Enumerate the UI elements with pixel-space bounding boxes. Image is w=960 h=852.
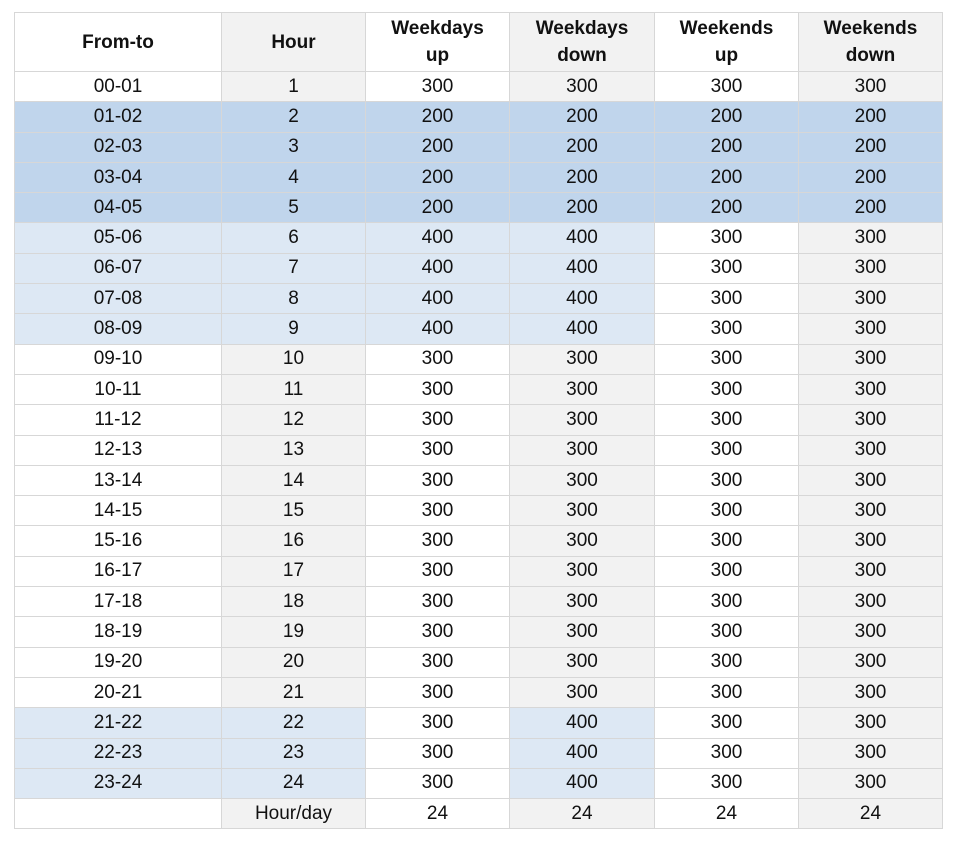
cell-weekends-up: 300 bbox=[655, 374, 799, 404]
cell-hour: 13 bbox=[222, 435, 366, 465]
cell-weekends-down: 300 bbox=[799, 738, 943, 768]
cell-weekends-down: 300 bbox=[799, 344, 943, 374]
table-row bbox=[15, 677, 943, 707]
cell-weekends-up: 300 bbox=[655, 647, 799, 677]
cell-weekends-down: 200 bbox=[799, 162, 943, 192]
table-row bbox=[15, 72, 943, 102]
cell-weekdays-up: 300 bbox=[366, 405, 510, 435]
cell-weekdays-down: 200 bbox=[510, 162, 655, 192]
cell-weekdays-down: 400 bbox=[510, 768, 655, 798]
cell-weekdays-up: 300 bbox=[366, 587, 510, 617]
cell-weekends-up: 300 bbox=[655, 496, 799, 526]
cell-weekdays-down: 300 bbox=[510, 617, 655, 647]
cell-weekends-down: 300 bbox=[799, 284, 943, 314]
cell-weekdays-up: 300 bbox=[366, 344, 510, 374]
cell-hour: 3 bbox=[222, 132, 366, 162]
cell-weekdays-up: 300 bbox=[366, 677, 510, 707]
cell-weekdays-down: 300 bbox=[510, 72, 655, 102]
cell-hour: 12 bbox=[222, 405, 366, 435]
table-row bbox=[15, 162, 943, 192]
cell-from-to: 08-09 bbox=[15, 314, 222, 344]
footer-weekdays-down-total: 24 bbox=[510, 799, 655, 829]
cell-from-to: 04-05 bbox=[15, 193, 222, 223]
cell-from-to: 20-21 bbox=[15, 677, 222, 707]
footer-weekends-up-total: 24 bbox=[655, 799, 799, 829]
cell-weekends-up: 300 bbox=[655, 284, 799, 314]
table-body bbox=[15, 72, 943, 799]
cell-weekends-down: 300 bbox=[799, 496, 943, 526]
cell-weekdays-up: 400 bbox=[366, 253, 510, 283]
cell-hour: 1 bbox=[222, 72, 366, 102]
cell-weekdays-down: 300 bbox=[510, 587, 655, 617]
header-weekdays-up-line2: up bbox=[425, 45, 450, 66]
cell-from-to: 00-01 bbox=[15, 72, 222, 102]
cell-weekdays-up: 200 bbox=[366, 102, 510, 132]
cell-weekdays-down: 400 bbox=[510, 314, 655, 344]
cell-weekdays-down: 300 bbox=[510, 496, 655, 526]
cell-weekends-up: 300 bbox=[655, 465, 799, 495]
table-row bbox=[15, 405, 943, 435]
cell-weekends-up: 300 bbox=[655, 435, 799, 465]
header-weekends-up-line2: up bbox=[714, 45, 739, 66]
cell-hour: 7 bbox=[222, 253, 366, 283]
cell-from-to: 02-03 bbox=[15, 132, 222, 162]
cell-weekends-up: 300 bbox=[655, 405, 799, 435]
cell-from-to: 01-02 bbox=[15, 102, 222, 132]
cell-weekends-down: 300 bbox=[799, 435, 943, 465]
cell-weekends-down: 300 bbox=[799, 314, 943, 344]
footer-from-to-cell bbox=[15, 799, 222, 829]
cell-weekdays-up: 300 bbox=[366, 72, 510, 102]
cell-weekdays-up: 300 bbox=[366, 617, 510, 647]
header-weekends-down-line1: Weekends bbox=[823, 18, 918, 39]
table-row bbox=[15, 435, 943, 465]
cell-hour: 10 bbox=[222, 344, 366, 374]
cell-hour: 6 bbox=[222, 223, 366, 253]
cell-weekends-down: 300 bbox=[799, 556, 943, 586]
cell-from-to: 16-17 bbox=[15, 556, 222, 586]
cell-from-to: 06-07 bbox=[15, 253, 222, 283]
cell-from-to: 07-08 bbox=[15, 284, 222, 314]
header-row bbox=[15, 13, 943, 72]
cell-hour: 23 bbox=[222, 738, 366, 768]
cell-hour: 5 bbox=[222, 193, 366, 223]
cell-weekdays-down: 300 bbox=[510, 344, 655, 374]
header-weekdays-down bbox=[510, 13, 655, 72]
cell-from-to: 22-23 bbox=[15, 738, 222, 768]
cell-weekdays-down: 400 bbox=[510, 738, 655, 768]
cell-from-to: 09-10 bbox=[15, 344, 222, 374]
header-hour: Hour bbox=[222, 13, 366, 72]
footer-weekdays-up-total: 24 bbox=[366, 799, 510, 829]
cell-hour: 8 bbox=[222, 284, 366, 314]
cell-weekends-up: 300 bbox=[655, 587, 799, 617]
cell-hour: 2 bbox=[222, 102, 366, 132]
cell-weekdays-up: 300 bbox=[366, 374, 510, 404]
cell-weekdays-down: 400 bbox=[510, 223, 655, 253]
cell-weekdays-up: 300 bbox=[366, 647, 510, 677]
cell-weekdays-up: 300 bbox=[366, 738, 510, 768]
cell-from-to: 14-15 bbox=[15, 496, 222, 526]
cell-weekends-down: 300 bbox=[799, 526, 943, 556]
header-weekdays-up-line1: Weekdays bbox=[391, 18, 484, 39]
cell-weekdays-up: 400 bbox=[366, 223, 510, 253]
cell-weekends-up: 300 bbox=[655, 677, 799, 707]
cell-weekends-up: 300 bbox=[655, 72, 799, 102]
footer-row bbox=[15, 799, 943, 829]
cell-weekends-up: 200 bbox=[655, 132, 799, 162]
table-row bbox=[15, 556, 943, 586]
cell-hour: 19 bbox=[222, 617, 366, 647]
cell-weekends-up: 300 bbox=[655, 617, 799, 647]
header-weekdays-down-line1: Weekdays bbox=[535, 18, 629, 39]
cell-weekdays-up: 300 bbox=[366, 768, 510, 798]
cell-weekends-down: 300 bbox=[799, 708, 943, 738]
cell-weekdays-down: 200 bbox=[510, 193, 655, 223]
cell-weekends-up: 300 bbox=[655, 556, 799, 586]
table-row bbox=[15, 284, 943, 314]
cell-weekdays-down: 400 bbox=[510, 253, 655, 283]
cell-from-to: 15-16 bbox=[15, 526, 222, 556]
cell-weekends-up: 200 bbox=[655, 162, 799, 192]
cell-hour: 14 bbox=[222, 465, 366, 495]
cell-weekends-down: 300 bbox=[799, 253, 943, 283]
cell-weekends-up: 300 bbox=[655, 708, 799, 738]
table-row bbox=[15, 344, 943, 374]
table-row bbox=[15, 223, 943, 253]
cell-weekends-down: 300 bbox=[799, 405, 943, 435]
cell-weekends-up: 300 bbox=[655, 253, 799, 283]
cell-weekends-down: 200 bbox=[799, 193, 943, 223]
cell-weekdays-up: 200 bbox=[366, 132, 510, 162]
header-weekdays-up bbox=[366, 13, 510, 72]
table-row bbox=[15, 465, 943, 495]
header-weekends-up-line1: Weekends bbox=[679, 18, 774, 39]
cell-hour: 16 bbox=[222, 526, 366, 556]
table-row bbox=[15, 496, 943, 526]
cell-weekdays-down: 300 bbox=[510, 647, 655, 677]
cell-weekdays-up: 300 bbox=[366, 708, 510, 738]
table-row bbox=[15, 647, 943, 677]
cell-weekends-down: 300 bbox=[799, 223, 943, 253]
cell-hour: 17 bbox=[222, 556, 366, 586]
cell-weekdays-up: 300 bbox=[366, 435, 510, 465]
cell-from-to: 21-22 bbox=[15, 708, 222, 738]
cell-weekdays-down: 200 bbox=[510, 132, 655, 162]
cell-hour: 11 bbox=[222, 374, 366, 404]
cell-weekdays-up: 200 bbox=[366, 162, 510, 192]
cell-weekdays-up: 300 bbox=[366, 556, 510, 586]
table-row bbox=[15, 193, 943, 223]
table-row bbox=[15, 738, 943, 768]
table-row bbox=[15, 768, 943, 798]
header-weekends-up bbox=[655, 13, 799, 72]
cell-weekdays-down: 300 bbox=[510, 374, 655, 404]
cell-from-to: 23-24 bbox=[15, 768, 222, 798]
header-weekends-down bbox=[799, 13, 943, 72]
cell-weekdays-up: 300 bbox=[366, 526, 510, 556]
cell-weekends-down: 200 bbox=[799, 102, 943, 132]
cell-from-to: 18-19 bbox=[15, 617, 222, 647]
cell-from-to: 11-12 bbox=[15, 405, 222, 435]
cell-weekends-up: 300 bbox=[655, 223, 799, 253]
cell-from-to: 03-04 bbox=[15, 162, 222, 192]
cell-weekdays-up: 300 bbox=[366, 465, 510, 495]
cell-weekends-down: 300 bbox=[799, 617, 943, 647]
table-row bbox=[15, 132, 943, 162]
cell-hour: 20 bbox=[222, 647, 366, 677]
footer-hour-label: Hour/day bbox=[222, 799, 366, 829]
cell-hour: 22 bbox=[222, 708, 366, 738]
cell-weekdays-down: 400 bbox=[510, 284, 655, 314]
cell-from-to: 10-11 bbox=[15, 374, 222, 404]
cell-weekdays-up: 400 bbox=[366, 314, 510, 344]
cell-from-to: 19-20 bbox=[15, 647, 222, 677]
cell-weekends-up: 300 bbox=[655, 344, 799, 374]
cell-weekends-up: 300 bbox=[655, 526, 799, 556]
cell-weekdays-up: 400 bbox=[366, 284, 510, 314]
cell-weekdays-down: 200 bbox=[510, 102, 655, 132]
cell-weekdays-down: 300 bbox=[510, 677, 655, 707]
cell-weekdays-down: 400 bbox=[510, 708, 655, 738]
cell-weekends-down: 300 bbox=[799, 587, 943, 617]
cell-weekends-up: 300 bbox=[655, 738, 799, 768]
cell-hour: 24 bbox=[222, 768, 366, 798]
cell-hour: 15 bbox=[222, 496, 366, 526]
table-row bbox=[15, 526, 943, 556]
cell-hour: 18 bbox=[222, 587, 366, 617]
cell-weekdays-down: 300 bbox=[510, 526, 655, 556]
cell-weekends-down: 300 bbox=[799, 768, 943, 798]
cell-weekends-up: 200 bbox=[655, 193, 799, 223]
header-weekdays-down-line2: down bbox=[557, 45, 607, 66]
table-row bbox=[15, 708, 943, 738]
table-row bbox=[15, 617, 943, 647]
footer-weekends-down-total: 24 bbox=[799, 799, 943, 829]
table-row bbox=[15, 253, 943, 283]
table-row bbox=[15, 587, 943, 617]
cell-weekends-up: 300 bbox=[655, 768, 799, 798]
table-row bbox=[15, 374, 943, 404]
cell-from-to: 17-18 bbox=[15, 587, 222, 617]
cell-hour: 9 bbox=[222, 314, 366, 344]
cell-weekends-up: 200 bbox=[655, 102, 799, 132]
cell-weekends-down: 200 bbox=[799, 132, 943, 162]
schedule-table bbox=[14, 12, 943, 829]
header-weekends-down-line2: down bbox=[845, 45, 896, 66]
cell-weekends-down: 300 bbox=[799, 677, 943, 707]
cell-weekdays-down: 300 bbox=[510, 435, 655, 465]
cell-weekends-up: 300 bbox=[655, 314, 799, 344]
cell-weekdays-up: 200 bbox=[366, 193, 510, 223]
cell-from-to: 12-13 bbox=[15, 435, 222, 465]
cell-hour: 4 bbox=[222, 162, 366, 192]
cell-weekends-down: 300 bbox=[799, 374, 943, 404]
cell-weekdays-down: 300 bbox=[510, 405, 655, 435]
cell-from-to: 13-14 bbox=[15, 465, 222, 495]
cell-weekdays-down: 300 bbox=[510, 556, 655, 586]
cell-weekends-down: 300 bbox=[799, 72, 943, 102]
table-row bbox=[15, 314, 943, 344]
header-from-to: From-to bbox=[15, 13, 222, 72]
cell-weekdays-down: 300 bbox=[510, 465, 655, 495]
cell-weekends-down: 300 bbox=[799, 465, 943, 495]
table-row bbox=[15, 102, 943, 132]
cell-weekends-down: 300 bbox=[799, 647, 943, 677]
cell-from-to: 05-06 bbox=[15, 223, 222, 253]
cell-hour: 21 bbox=[222, 677, 366, 707]
cell-weekdays-up: 300 bbox=[366, 496, 510, 526]
